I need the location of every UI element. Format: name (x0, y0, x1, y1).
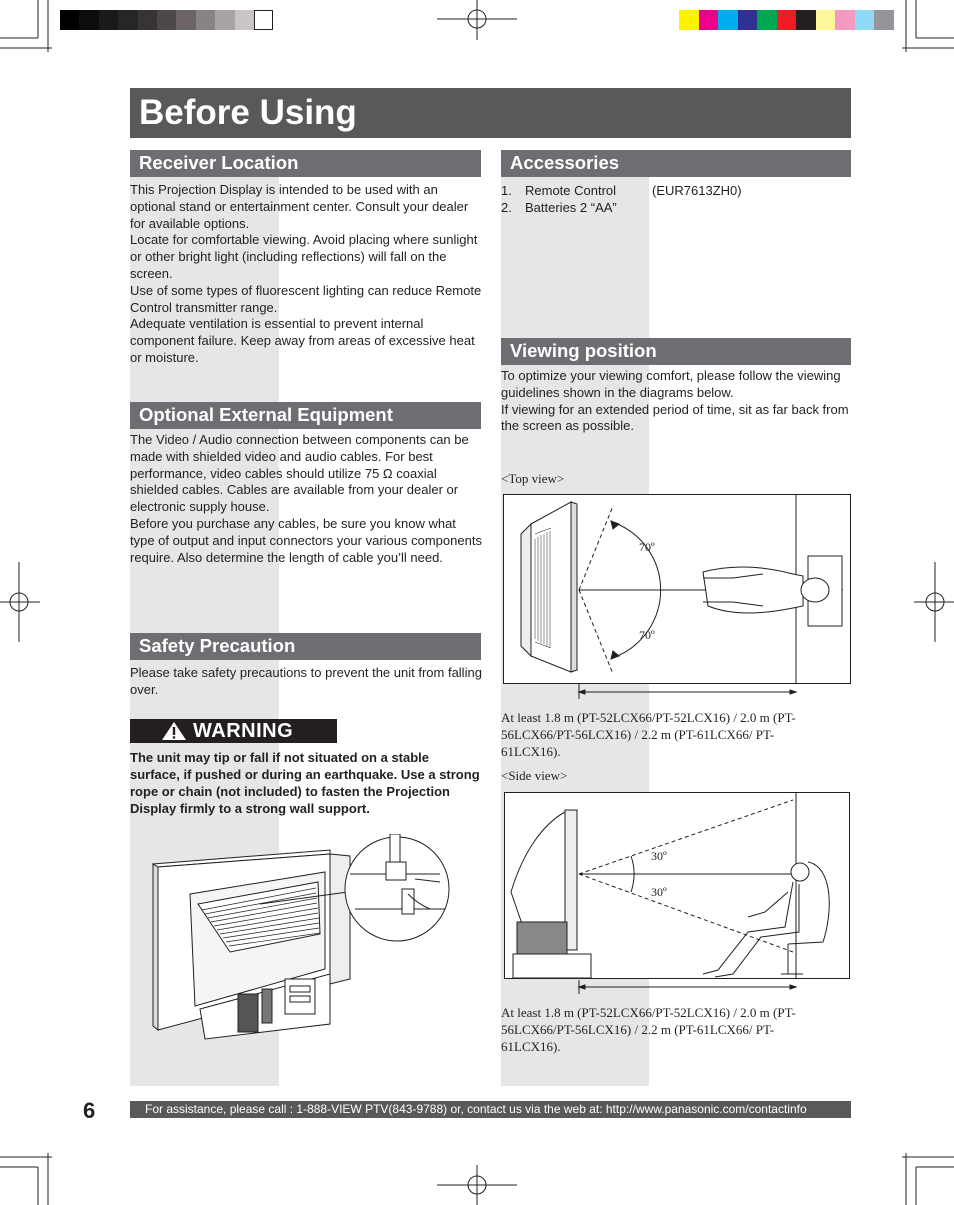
page-title: Before Using (139, 93, 357, 132)
color-swatch (699, 10, 719, 30)
item-name: Batteries 2 “AA” (525, 200, 617, 215)
color-swatch (855, 10, 875, 30)
safety-precaution-heading: Safety Precaution (139, 635, 296, 656)
safety-precaution-header (130, 633, 481, 660)
color-swatch (157, 10, 176, 30)
warning-text: The unit may tip or fall if not situated on a stable surface, if pushed or during an earthquake. Use a strong rope or chain (not included) to fasten the Projection Display firmly to a strong wall support. (130, 750, 480, 816)
receiver-paragraph: This Projection Display is intended to be used with an optional stand or entertainment center. Consult your dealer for available options. (130, 182, 469, 231)
optional-equipment-header (130, 402, 481, 429)
color-swatch (254, 10, 273, 30)
color-swatch (874, 10, 894, 30)
receiver-paragraph: Adequate ventilation is essential to prevent internal component failure. Keep away from areas of excessive heat or moisture. (130, 316, 475, 365)
item-number: 2. (501, 200, 512, 215)
side-angle-lower: 30º (651, 885, 667, 899)
top-angle-upper: 70º (639, 540, 655, 554)
warning-label: WARNING (193, 720, 294, 742)
safety-paragraph: Please take safety precautions to prevent the unit from falling over. (130, 665, 482, 697)
color-swatch (816, 10, 836, 30)
viewing-position-heading: Viewing position (510, 340, 657, 361)
color-swatch (196, 10, 215, 30)
receiver-paragraph: Locate for comfortable viewing. Avoid placing where sunlight or other bright light (including reflections) will fall on the screen. (130, 232, 478, 281)
safety-precaution-text (130, 665, 482, 699)
top-view-diagram (503, 494, 852, 702)
footer-assistance-bar (130, 1101, 851, 1118)
optional-equipment-heading: Optional External Equipment (139, 404, 393, 425)
side-angle-upper: 30º (651, 849, 667, 863)
side-view-diagram (503, 792, 852, 997)
equipment-paragraph: Before you purchase any cables, be sure you know what type of output and input connectors your various components require. Also determine the length of cable you’ll need. (130, 515, 482, 565)
item-code: (EUR7613ZH0) (652, 183, 742, 198)
accessories-header (501, 150, 851, 177)
color-swatch (60, 10, 79, 30)
top-angle-lower: 70º (639, 628, 655, 642)
optional-equipment-text (130, 432, 482, 566)
color-swatch (99, 10, 118, 30)
item-name: Remote Control (525, 183, 617, 198)
viewing-position-text (501, 368, 851, 435)
viewing-position-header (501, 338, 851, 365)
page-title-bar (130, 88, 851, 138)
assistance-text: For assistance, please call : 1-888-VIEW PTV(843-9788) or, contact us via the web at: http://www.panasonic.com/contactinfo (145, 1102, 807, 1116)
side-distance-note: At least 1.8 m (PT-52LCX66/PT-52LCX16) / 2.0 m (PT-56LCX66/PT-56LCX16) / 2.2 m (PT-61LCX66/ PT-61LCX16). (501, 1005, 796, 1054)
color-swatch (138, 10, 157, 30)
color-swatch (79, 10, 98, 30)
top-distance-note: At least 1.8 m (PT-52LCX66/PT-52LCX16) / 2.0 m (PT-56LCX66/PT-56LCX16) / 2.2 m (PT-61LCX66/ PT-61LCX16). (501, 710, 796, 759)
color-swatch (118, 10, 137, 30)
list-item (501, 199, 851, 216)
page-number: 6 (83, 1098, 96, 1123)
warning-banner (130, 719, 337, 743)
accessories-list (501, 182, 851, 216)
receiver-paragraph: Use of some types of fluorescent lighting can reduce Remote Control transmitter range. (130, 282, 482, 315)
color-swatch (679, 10, 699, 30)
item-number: 1. (501, 183, 512, 198)
projection-display-rear-illustration (150, 834, 455, 1042)
color-swatch (215, 10, 234, 30)
color-swatch (757, 10, 777, 30)
receiver-location-header (130, 150, 481, 177)
color-swatch (777, 10, 797, 30)
receiver-location-heading: Receiver Location (139, 152, 299, 173)
color-swatch (718, 10, 738, 30)
viewing-paragraph: To optimize your viewing comfort, please follow the viewing guidelines shown in the diagrams below. (501, 368, 841, 400)
viewing-paragraph: If viewing for an extended period of time, sit as far back from the screen as possible. (501, 401, 849, 434)
list-item (501, 182, 851, 199)
color-swatch (176, 10, 195, 30)
accessories-heading: Accessories (510, 152, 620, 173)
receiver-location-text (130, 182, 482, 367)
side-view-label: <Side view> (501, 768, 568, 783)
color-swatch (738, 10, 758, 30)
equipment-paragraph: The Video / Audio connection between components can be made with shielded video and audio cables. For best performance, video cables should utilize 75 Ω coaxial shielded cables. Cables are available from your dealer or electronic supply house. (130, 432, 469, 515)
color-swatch (835, 10, 855, 30)
color-swatch (796, 10, 816, 30)
top-view-label: <Top view> (501, 471, 565, 486)
color-swatch (235, 10, 254, 30)
warning-triangle-icon (161, 721, 187, 741)
